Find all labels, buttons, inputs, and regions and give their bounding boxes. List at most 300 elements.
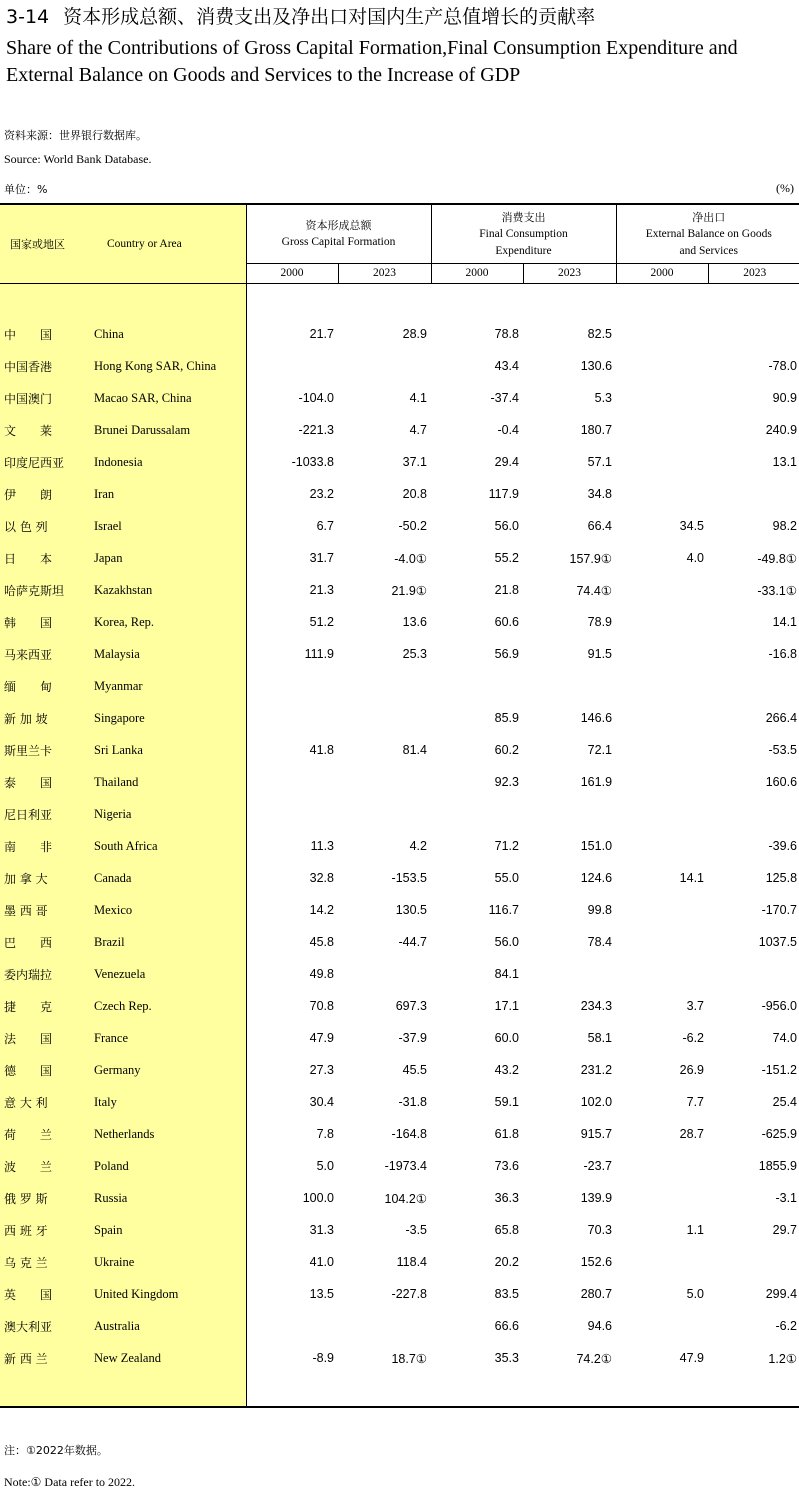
value-cell: 30.4: [309, 1095, 334, 1109]
value-cell: [616, 702, 708, 734]
value-cell: [431, 798, 523, 830]
value-cell: -39.6: [768, 839, 798, 853]
table-row: [0, 734, 799, 766]
value-cell: [708, 798, 799, 830]
page-title-en: Share of the Contributions of Gross Capital Formation,Final Consumption Expenditure and External Balance on Goods and Services to the Increase of GDP: [6, 37, 738, 86]
value-cell: 34.5: [679, 519, 705, 533]
value-cell: 915.7: [580, 1127, 613, 1141]
country-name-en: Germany: [88, 1054, 246, 1086]
value-cell: 74.0: [772, 1031, 798, 1045]
value-cell: 29.7: [772, 1223, 798, 1237]
country-name-en: Thailand: [88, 766, 246, 798]
value-cell: 28.9: [402, 327, 427, 341]
value-cell: 70.3: [587, 1223, 613, 1237]
table-row: [0, 1150, 799, 1182]
value-cell: 7.7: [686, 1095, 705, 1109]
value-cell: 45.8: [309, 935, 334, 949]
value-cell: 116.7: [488, 903, 519, 917]
value-cell: [616, 414, 708, 446]
year-header: 2000: [431, 264, 523, 284]
value-cell: 240.9: [765, 423, 798, 437]
value-cell: [338, 958, 431, 990]
country-name-cn: 荷 兰: [0, 1118, 88, 1150]
value-cell: 29.4: [494, 455, 519, 469]
value-cell: 130.6: [580, 359, 613, 373]
country-name-cn: 西 班 牙: [0, 1214, 88, 1246]
value-cell: [338, 350, 431, 382]
value-cell: 124.6: [580, 871, 613, 885]
value-cell: -221.3: [298, 423, 334, 437]
table-row: [0, 1086, 799, 1118]
group2-en: Final Consumption Expenditure: [479, 227, 568, 257]
country-name-cn: 中国香港: [0, 350, 88, 382]
value-cell: [246, 350, 338, 382]
country-name-en: Iran: [88, 478, 246, 510]
value-cell: [708, 1246, 799, 1278]
country-name-cn: 韩 国: [0, 606, 88, 638]
value-cell: [616, 446, 708, 478]
country-name-en: Ukraine: [88, 1246, 246, 1278]
year-header: 2023: [523, 264, 616, 284]
value-cell: 90.9: [772, 391, 798, 405]
table-row: [0, 798, 799, 830]
value-cell: 13.1: [772, 455, 798, 469]
value-cell: 18.7①: [391, 1351, 427, 1366]
value-cell: 20.2: [494, 1255, 519, 1269]
table-row: [0, 542, 799, 574]
country-name-cn: 泰 国: [0, 766, 88, 798]
country-name-cn: 法 国: [0, 1022, 88, 1054]
value-cell: -23.7: [583, 1159, 613, 1173]
value-cell: [616, 478, 708, 510]
value-cell: [338, 670, 431, 702]
country-name-en: New Zealand: [88, 1342, 246, 1374]
country-name-en: Israel: [88, 510, 246, 542]
country-name-cn: 文 莱: [0, 414, 88, 446]
value-cell: -0.4: [497, 423, 519, 437]
value-cell: [616, 1150, 708, 1182]
value-cell: 13.5: [309, 1287, 334, 1301]
value-cell: [338, 702, 431, 734]
value-cell: [708, 670, 799, 702]
country-name-cn: 印度尼西亚: [0, 446, 88, 478]
country-name-cn: 斯里兰卡: [0, 734, 88, 766]
table-row: [0, 1310, 799, 1342]
country-name-cn: 新 西 兰: [0, 1342, 88, 1374]
value-cell: 118.4: [396, 1255, 427, 1269]
value-cell: 111.9: [304, 647, 334, 661]
value-cell: 82.5: [587, 327, 613, 341]
table-row: [0, 1246, 799, 1278]
table-row: [0, 318, 799, 350]
value-cell: 26.9: [679, 1063, 705, 1077]
value-cell: -37.9: [398, 1031, 427, 1045]
value-cell: -1033.8: [291, 455, 334, 469]
value-cell: -227.8: [391, 1287, 427, 1301]
value-cell: 35.3: [494, 1351, 519, 1365]
value-cell: 125.8: [765, 871, 798, 885]
value-cell: -78.0: [768, 359, 798, 373]
country-name-en: Korea, Rep.: [88, 606, 246, 638]
country-name-en: Malaysia: [88, 638, 246, 670]
value-cell: 4.1: [409, 391, 427, 405]
country-name-cn: 中 国: [0, 318, 88, 350]
country-name-en: Canada: [88, 862, 246, 894]
value-cell: 56.0: [494, 519, 519, 533]
value-cell: 104.2①: [384, 1191, 427, 1206]
value-cell: 60.2: [494, 743, 519, 757]
value-cell: 84.1: [494, 967, 519, 981]
value-cell: 23.2: [309, 487, 334, 501]
col-header-country-cn: 国家或地区: [0, 204, 88, 284]
value-cell: [616, 926, 708, 958]
value-cell: -6.2: [682, 1031, 705, 1045]
value-cell: -170.7: [761, 903, 798, 917]
country-name-cn: 缅 甸: [0, 670, 88, 702]
value-cell: 45.5: [402, 1063, 427, 1077]
value-cell: [616, 830, 708, 862]
value-cell: [708, 478, 799, 510]
country-name-en: United Kingdom: [88, 1278, 246, 1310]
country-name-cn: 加 拿 大: [0, 862, 88, 894]
country-name-en: China: [88, 318, 246, 350]
title-cn-text: 资本形成总额、消费支出及净出口对国内生产总值增长的贡献率: [63, 6, 596, 28]
value-cell: 27.3: [309, 1063, 334, 1077]
country-name-cn: 意 大 利: [0, 1086, 88, 1118]
country-name-cn: 巴 西: [0, 926, 88, 958]
value-cell: 4.7: [409, 423, 427, 437]
value-cell: [338, 1310, 431, 1342]
table-row: [0, 1342, 799, 1374]
country-name-cn: 澳大利亚: [0, 1310, 88, 1342]
country-name-en: Mexico: [88, 894, 246, 926]
col-group-final-consumption: [431, 204, 616, 264]
value-cell: -8.9: [312, 1351, 334, 1365]
value-cell: 73.6: [494, 1159, 519, 1173]
value-cell: 25.4: [772, 1095, 798, 1109]
country-name-en: Australia: [88, 1310, 246, 1342]
value-cell: 32.8: [309, 871, 334, 885]
table-row: [0, 382, 799, 414]
value-cell: 65.8: [494, 1223, 519, 1237]
value-cell: 280.7: [580, 1287, 613, 1301]
value-cell: 117.9: [488, 487, 519, 501]
value-cell: 55.0: [494, 871, 519, 885]
value-cell: -16.8: [768, 647, 798, 661]
value-cell: 14.1: [679, 871, 705, 885]
value-cell: 266.4: [765, 711, 798, 725]
value-cell: 14.1: [772, 615, 798, 629]
country-name-en: Macao SAR, China: [88, 382, 246, 414]
country-name-cn: 中国澳门: [0, 382, 88, 414]
source-en: Source: World Bank Database.: [4, 152, 152, 166]
value-cell: [616, 894, 708, 926]
value-cell: 94.6: [587, 1319, 613, 1333]
value-cell: -625.9: [761, 1127, 798, 1141]
value-cell: -3.1: [775, 1191, 798, 1205]
value-cell: [616, 1246, 708, 1278]
value-cell: 152.6: [580, 1255, 613, 1269]
value-cell: 151.0: [580, 839, 613, 853]
table-row: [0, 1278, 799, 1310]
value-cell: [616, 1182, 708, 1214]
value-cell: 21.9①: [391, 583, 427, 598]
country-name-cn: 马来西亚: [0, 638, 88, 670]
value-cell: -53.5: [768, 743, 798, 757]
value-cell: 161.9: [580, 775, 613, 789]
value-cell: 1037.5: [758, 935, 798, 949]
value-cell: [338, 798, 431, 830]
data-table: [0, 203, 799, 1408]
value-cell: 14.2: [309, 903, 334, 917]
value-cell: -37.4: [490, 391, 519, 405]
value-cell: 21.7: [309, 327, 334, 341]
group3-cn: 净出口: [692, 210, 726, 224]
value-cell: 31.3: [309, 1223, 334, 1237]
country-name-en: France: [88, 1022, 246, 1054]
value-cell: 17.1: [494, 999, 519, 1013]
country-name-cn: 英 国: [0, 1278, 88, 1310]
country-name-cn: 墨 西 哥: [0, 894, 88, 926]
table-row: [0, 1022, 799, 1054]
group3-en: External Balance on Goods and Services: [645, 227, 772, 257]
value-cell: 21.8: [494, 583, 519, 597]
value-cell: -104.0: [298, 391, 334, 405]
table-row: [0, 926, 799, 958]
value-cell: 47.9: [679, 1351, 705, 1365]
country-name-en: Spain: [88, 1214, 246, 1246]
value-cell: 234.3: [580, 999, 613, 1013]
value-cell: -44.7: [398, 935, 427, 949]
value-cell: 4.0: [686, 551, 705, 565]
value-cell: 78.4: [587, 935, 613, 949]
country-name-cn: 日 本: [0, 542, 88, 574]
value-cell: [616, 606, 708, 638]
value-cell: 25.3: [402, 647, 427, 661]
table-row: [0, 1182, 799, 1214]
value-cell: 160.6: [765, 775, 798, 789]
table-row: [0, 574, 799, 606]
value-cell: [708, 318, 799, 350]
table-row: [0, 446, 799, 478]
country-name-en: South Africa: [88, 830, 246, 862]
country-name-en: Hong Kong SAR, China: [88, 350, 246, 382]
table-row: [0, 350, 799, 382]
value-cell: [338, 766, 431, 798]
country-name-en: Brunei Darussalam: [88, 414, 246, 446]
value-cell: 47.9: [309, 1031, 334, 1045]
value-cell: 78.9: [587, 615, 613, 629]
value-cell: -49.8①: [757, 551, 798, 566]
value-cell: 66.6: [494, 1319, 519, 1333]
table-row: [0, 414, 799, 446]
country-name-cn: 以 色 列: [0, 510, 88, 542]
country-name-en: Venezuela: [88, 958, 246, 990]
country-name-cn: 哈萨克斯坦: [0, 574, 88, 606]
country-name-en: Singapore: [88, 702, 246, 734]
value-cell: 697.3: [395, 999, 427, 1013]
country-name-cn: 德 国: [0, 1054, 88, 1086]
value-cell: 5.0: [686, 1287, 705, 1301]
table-row: [0, 862, 799, 894]
value-cell: 5.0: [316, 1159, 334, 1173]
value-cell: 13.6: [402, 615, 427, 629]
table-row: [0, 1118, 799, 1150]
country-name-cn: 捷 克: [0, 990, 88, 1022]
table-row: [0, 766, 799, 798]
value-cell: 100.0: [302, 1191, 334, 1205]
value-cell: 34.8: [587, 487, 613, 501]
value-cell: [523, 958, 616, 990]
value-cell: 72.1: [587, 743, 613, 757]
value-cell: 91.5: [587, 647, 613, 661]
value-cell: 60.0: [494, 1031, 519, 1045]
year-header: 2000: [246, 264, 338, 284]
value-cell: -151.2: [761, 1063, 798, 1077]
value-cell: -3.5: [405, 1223, 427, 1237]
table-row: [0, 894, 799, 926]
value-cell: -164.8: [391, 1127, 427, 1141]
value-cell: 58.1: [587, 1031, 613, 1045]
value-cell: 43.2: [494, 1063, 519, 1077]
table-row: [0, 638, 799, 670]
group1-cn: 资本形成总额: [305, 219, 372, 232]
note-cn: 注：①2022年数据。: [4, 1444, 108, 1457]
country-name-cn: 乌 克 兰: [0, 1246, 88, 1278]
country-name-en: Myanmar: [88, 670, 246, 702]
table-row: [0, 1054, 799, 1086]
value-cell: [246, 670, 338, 702]
value-cell: 74.2①: [576, 1351, 613, 1366]
value-cell: -1973.4: [384, 1159, 427, 1173]
value-cell: 7.8: [316, 1127, 334, 1141]
group1-en: Gross Capital Formation: [281, 236, 396, 248]
table-row: [0, 670, 799, 702]
value-cell: 231.2: [580, 1063, 613, 1077]
value-cell: 1.2①: [768, 1351, 798, 1366]
country-name-en: Italy: [88, 1086, 246, 1118]
value-cell: -31.8: [398, 1095, 427, 1109]
value-cell: 57.1: [587, 455, 613, 469]
value-cell: 41.0: [309, 1255, 334, 1269]
col-header-country-en: Country or Area: [88, 204, 246, 284]
value-cell: 60.6: [494, 615, 519, 629]
country-name-en: Russia: [88, 1182, 246, 1214]
value-cell: 98.2: [772, 519, 798, 533]
page-title-cn: [6, 4, 595, 30]
table-row: [0, 702, 799, 734]
value-cell: 28.7: [679, 1127, 705, 1141]
value-cell: 4.2: [409, 839, 427, 853]
country-name-cn: 波 兰: [0, 1150, 88, 1182]
country-name-en: Japan: [88, 542, 246, 574]
table-row: [0, 510, 799, 542]
value-cell: 66.4: [587, 519, 613, 533]
value-cell: 139.9: [580, 1191, 613, 1205]
country-name-cn: 俄 罗 斯: [0, 1182, 88, 1214]
value-cell: 99.8: [587, 903, 613, 917]
value-cell: 11.3: [310, 839, 334, 853]
value-cell: 70.8: [309, 999, 334, 1013]
value-cell: 51.2: [309, 615, 334, 629]
value-cell: 299.4: [765, 1287, 798, 1301]
value-cell: [616, 958, 708, 990]
value-cell: 102.0: [580, 1095, 613, 1109]
table-row: [0, 478, 799, 510]
value-cell: 3.7: [686, 999, 705, 1013]
value-cell: 1.1: [686, 1223, 705, 1237]
value-cell: [616, 766, 708, 798]
value-cell: [616, 1310, 708, 1342]
group2-cn: 消费支出: [501, 210, 546, 224]
col-group-capital-formation: [246, 204, 431, 264]
value-cell: 31.7: [309, 551, 334, 565]
value-cell: 56.9: [494, 647, 519, 661]
value-cell: 59.1: [494, 1095, 519, 1109]
value-cell: 20.8: [402, 487, 427, 501]
value-cell: -956.0: [761, 999, 798, 1013]
value-cell: 1855.9: [758, 1159, 798, 1173]
value-cell: [523, 798, 616, 830]
value-cell: 78.8: [494, 327, 519, 341]
value-cell: 41.8: [309, 743, 334, 757]
value-cell: 43.4: [494, 359, 519, 373]
value-cell: [616, 318, 708, 350]
value-cell: -33.1①: [757, 583, 798, 598]
value-cell: 74.4①: [576, 583, 613, 598]
col-group-external-balance: [616, 204, 799, 264]
value-cell: 85.9: [494, 711, 519, 725]
value-cell: [616, 382, 708, 414]
country-name-en: Sri Lanka: [88, 734, 246, 766]
table-row: [0, 830, 799, 862]
value-cell: 36.3: [494, 1191, 519, 1205]
country-name-en: Poland: [88, 1150, 246, 1182]
country-name-en: Nigeria: [88, 798, 246, 830]
country-name-cn: 尼日利亚: [0, 798, 88, 830]
value-cell: -50.2: [398, 519, 427, 533]
value-cell: [616, 638, 708, 670]
table-row: [0, 958, 799, 990]
country-name-cn: 南 非: [0, 830, 88, 862]
value-cell: 157.9①: [569, 551, 613, 566]
unit-cn: 单位：%: [4, 183, 48, 196]
value-cell: [616, 350, 708, 382]
country-name-en: Czech Rep.: [88, 990, 246, 1022]
country-name-en: Brazil: [88, 926, 246, 958]
value-cell: [616, 574, 708, 606]
table-number: 3-14: [6, 6, 50, 28]
value-cell: 92.3: [494, 775, 519, 789]
value-cell: [616, 798, 708, 830]
value-cell: 37.1: [402, 455, 427, 469]
value-cell: [246, 766, 338, 798]
value-cell: -6.2: [775, 1319, 798, 1333]
country-name-en: Indonesia: [88, 446, 246, 478]
value-cell: 56.0: [494, 935, 519, 949]
year-header: 2023: [708, 264, 799, 284]
value-cell: 55.2: [494, 551, 519, 565]
value-cell: 130.5: [395, 903, 427, 917]
table-row: [0, 1214, 799, 1246]
value-cell: [246, 1310, 338, 1342]
value-cell: [523, 670, 616, 702]
value-cell: [246, 798, 338, 830]
value-cell: 6.7: [316, 519, 334, 533]
country-name-cn: 新 加 坡: [0, 702, 88, 734]
value-cell: -4.0①: [394, 551, 427, 566]
value-cell: [431, 670, 523, 702]
